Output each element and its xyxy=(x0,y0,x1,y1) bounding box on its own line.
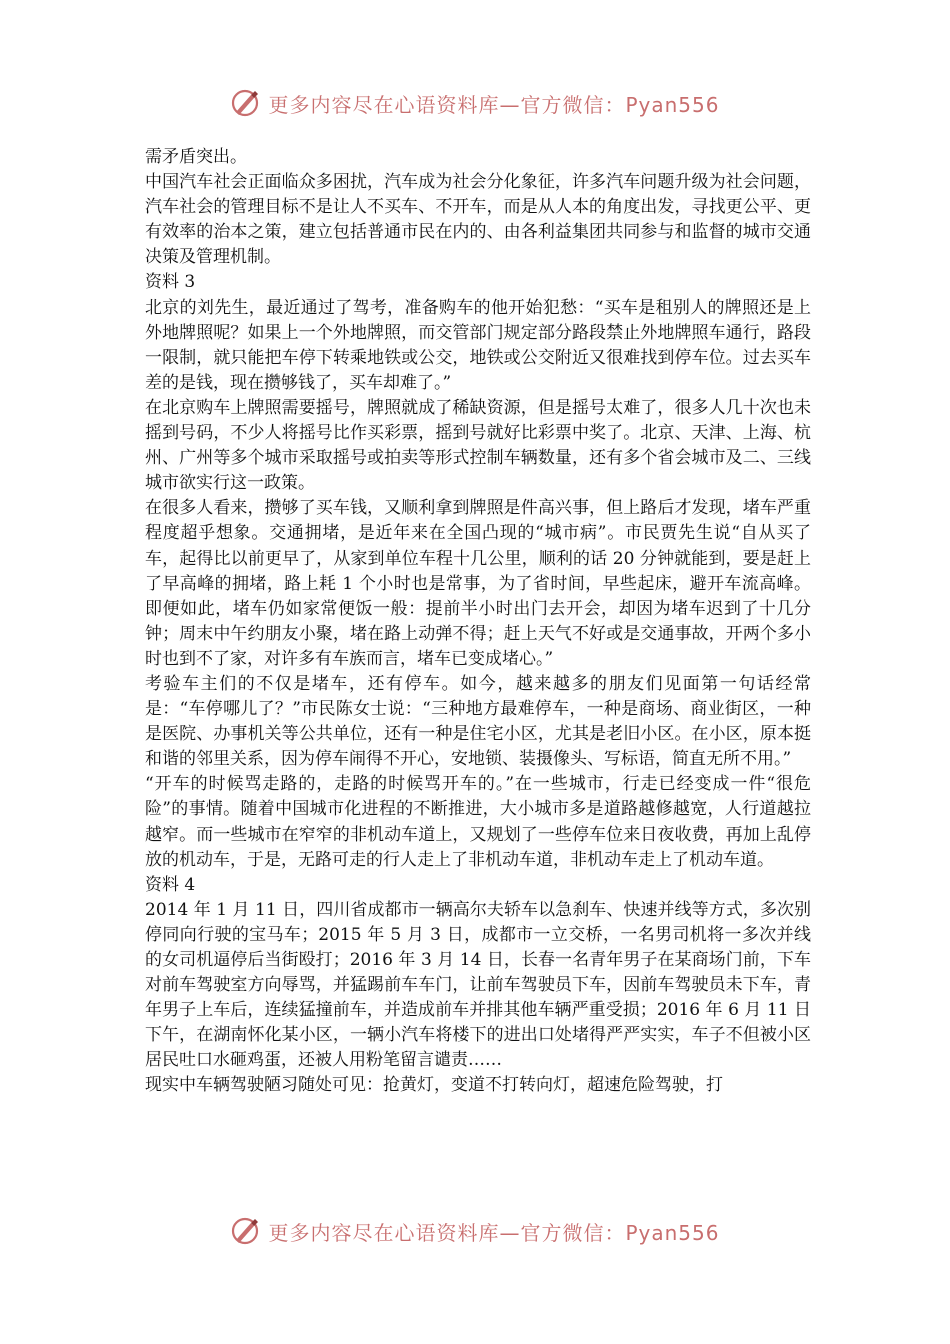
paragraph-liu: 北京的刘先生，最近通过了驾考，准备购车的他开始犯愁：“买车是租别人的牌照还是上外地牌照呢？如果上一个外地牌照，而交管部门规定部分路段禁止外地牌照车通行，路段一限制，就只能把车停下转乘地铁或公交，地铁或公交附近又很难找到停车位。过去买车差的是钱，现在攒够钱了，买车却难了。” xyxy=(145,297,811,393)
paragraph-traffic-jam: 在很多人看来，攒够了买车钱，又顺利拿到牌照是件高兴事，但上路后才发现，堵车严重程度超乎想象。交通拥堵，是近年来在全国凸现的“城市病”。市民贾先生说“自从买了车，起得比以前更早了，从家到单位车程十几公里，顺利的话 20 分钟就能到，要是赶上了早高峰的拥堵，路上耗 1 个小时也是常事，为了省时间，早些起床，避开车流高峰。即便如此，堵车仍如家常便饭一般：提前半小时出门去开会，却因为堵车迟到了十几分钟；周末中午约朋友小聚，堵在路上动弹不得；赶上天气不好或是交通事故，开两个多小时也到不了家，对许多有车族而言，堵车已变成堵心。” xyxy=(145,498,811,669)
paragraph-bad-habits: 现实中车辆驾驶陋习随处可见：抢黄灯，变道不打转向灯，超速危险驾驶，打 xyxy=(145,1075,723,1096)
section-heading-material-3: 资料 3 xyxy=(145,272,196,293)
pen-logo-icon xyxy=(230,88,260,118)
document-body xyxy=(145,145,811,1099)
watermark-text: 更多内容尽在心语资料库—官方微信：Pyan556 xyxy=(268,92,720,117)
watermark-banner-top xyxy=(0,83,950,123)
watermark-text: 更多内容尽在心语资料库—官方微信：Pyan556 xyxy=(268,1220,720,1245)
section-heading-material-4: 资料 4 xyxy=(145,874,196,895)
paragraph-license-lottery: 在北京购车上牌照需要摇号，牌照就成了稀缺资源，但是摇号太难了，很多人几十次也未摇到号码，不少人将摇号比作买彩票，摇到号就好比彩票中奖了。北京、天津、上海、杭州、广州等多个城市采取摇号或拍卖等形式控制车辆数量，还有多个省会城市及二、三线城市欲实行这一政策。 xyxy=(145,397,811,494)
paragraph-walking: “开车的时候骂走路的，走路的时候骂开车的。”在一些城市，行走已经变成一件“很危险”的事情。随着中国城市化进程的不断推进，大小城市多是道路越修越宽，人行道越拉越窄。而一些城市在窄窄的非机动车道上，又规划了一些停车位来日夜收费，再加上乱停放的机动车，于是，无路可走的行人走上了非机动车道，非机动车走上了机动车道。 xyxy=(145,774,811,870)
paragraph-continuation: 需矛盾突出。 xyxy=(145,147,247,167)
watermark-banner-bottom xyxy=(0,1211,950,1251)
paragraph-parking: 考验车主们的不仅是堵车，还有停车。如今，越来越多的朋友们见面第一句话经常是：“车停哪儿了？”市民陈女士说：“三种地方最难停车，一种是商场、商业街区，一种是医院、办事机关等公共单位，还有一种是住宅小区，尤其是老旧小区。在小区，原本挺和谐的邻里关系，因为停车闹得不开心，安地锁、装摄像头、写标语，简直无所不用。” xyxy=(145,673,811,770)
pen-logo-icon xyxy=(230,1216,260,1246)
paragraph-auto-society: 中国汽车社会正面临众多困扰，汽车成为社会分化象征，许多汽车问题升级为社会问题，汽车社会的管理目标不是让人不买车、不开车，而是从人本的角度出发，寻找更公平、更有效率的治本之策，建立包括普通市民在内的、由各利益集团共同参与和监督的城市交通决策及管理机制。 xyxy=(145,172,811,268)
paragraph-road-rage-cases: 2014 年 1 月 11 日，四川省成都市一辆高尔夫轿车以急刹车、快速并线等方式，多次别停同向行驶的宝马车；2015 年 5 月 3 日，成都市一立交桥，一名男司机将一多次并线的女司机逼停后当街殴打；2016 年 3 月 14 日，长春一名青年男子在某商场门前，下车对前车驾驶室方向辱骂，并猛踢前车车门，让前车驾驶员下车，因前车驾驶员未下车，青年男子上车后，连续猛撞前车，并造成前车并排其他车辆严重受损；2016 年 6 月 11 日下午，在湖南怀化某小区，一辆小汽车将楼下的进出口处堵得严严实实，车子不但被小区居民吐口水砸鸡蛋，还被人用粉笔留言谴责…… xyxy=(145,899,811,1071)
